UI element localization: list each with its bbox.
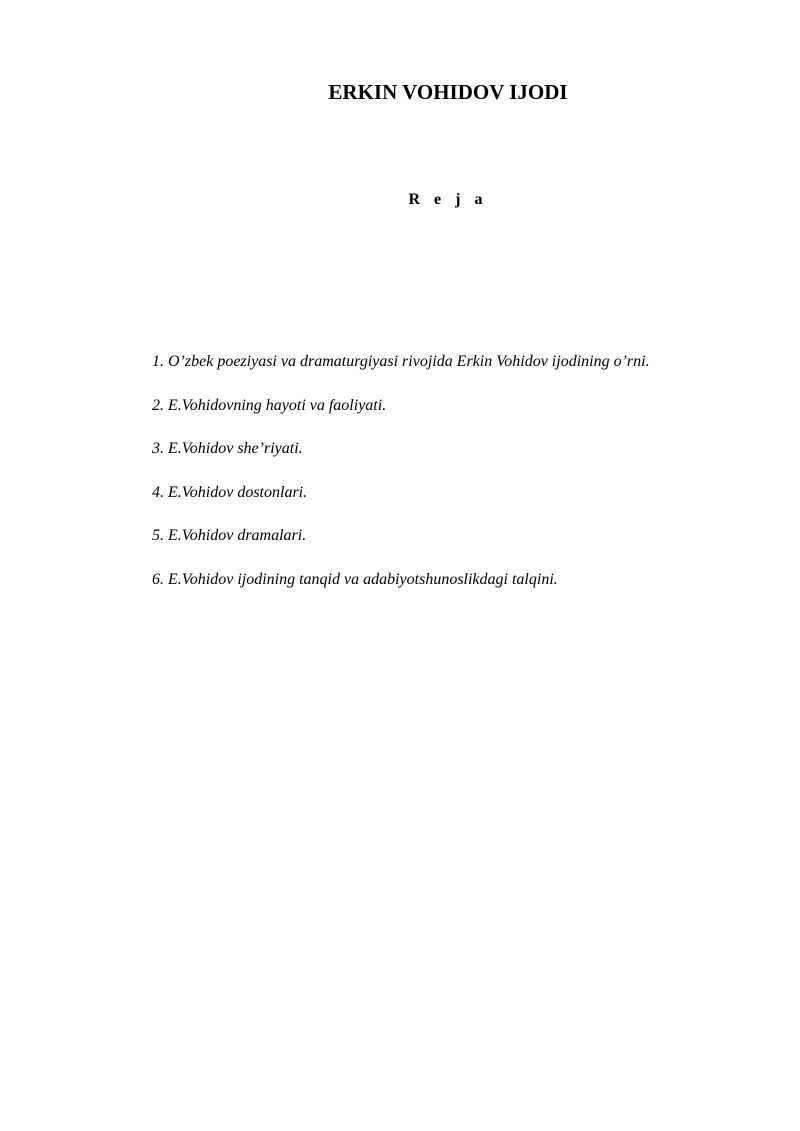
plan-list [152, 351, 792, 612]
plan-item: 5. E.Vohidov dramalari. [152, 527, 307, 544]
plan-heading: R e j a [408, 191, 488, 208]
plan-item: 1. O’zbek poeziyasi va dramaturgiyasi rivojida Erkin Vohidov ijodining o’rni. [152, 353, 650, 370]
plan-item: 2. E.Vohidovning hayoti va faoliyati. [152, 396, 387, 414]
plan-item: 4. E.Vohidov dostonlari. [152, 483, 308, 501]
plan-item: 3. E.Vohidov she’riyati. [152, 440, 303, 457]
document-title: ERKIN VOHIDOV IJODI [328, 80, 568, 104]
plan-item: 6. E.Vohidov ijodining tanqid va adabiyotshunoslikdagi talqini. [152, 570, 558, 588]
